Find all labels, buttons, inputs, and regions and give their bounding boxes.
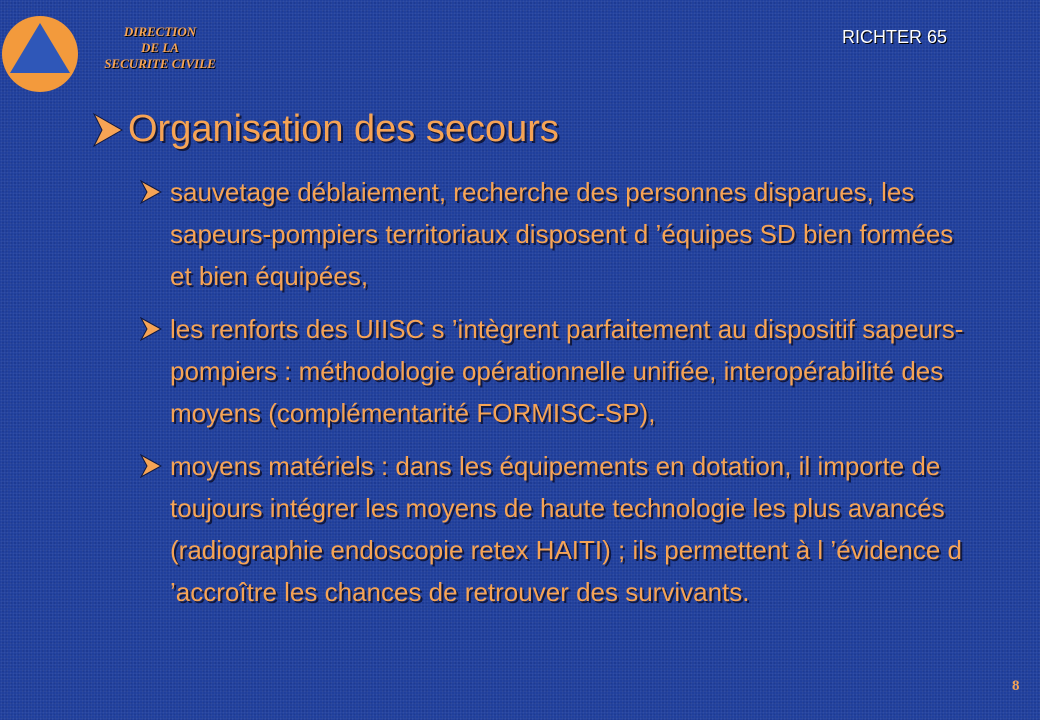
organization-line-1: DIRECTION (123, 24, 197, 39)
arrowhead-bullet-icon (140, 317, 162, 341)
bullet-item (140, 445, 970, 613)
title-bullet-icon (92, 112, 124, 148)
bullet-item (140, 308, 970, 434)
organization-line-3: SECURITE CIVILE (104, 56, 216, 71)
bullet-item (140, 171, 970, 297)
arrowhead-bullet-icon (140, 180, 162, 204)
arrowhead-bullet-icon (140, 454, 162, 478)
slide-title (92, 108, 559, 151)
bullet-list (140, 171, 970, 624)
bullet-text: sauvetage déblaiement, recherche des personnes disparues, les sapeurs-pompiers territoriaux disposent d ’équipes SD bien formées et bien équipées, (170, 177, 954, 291)
organization-line-2: DE LA (141, 40, 179, 55)
bullet-text: les renforts des UIISC s ’intègrent parfaitement au dispositif sapeurs-pompiers : méthodologie opérationnelle unifiée, interopérabilité des moyens (complémentarité FORMISC-SP), (170, 314, 964, 428)
page-number: 8 (1012, 678, 1020, 694)
slide-title-text: Organisation des secours (128, 108, 559, 150)
slide-reference: RICHTER 65 (842, 27, 948, 47)
organization-name (86, 24, 234, 72)
civil-protection-logo (0, 14, 80, 94)
bullet-text: moyens matériels : dans les équipements en dotation, il importe de toujours intégrer les moyens de haute technologie les plus avancés (radiographie endoscopie retex HAITI) ; ils permettent à l ’évidence d ’accroître les chances de retrouver des survivants. (170, 451, 962, 607)
